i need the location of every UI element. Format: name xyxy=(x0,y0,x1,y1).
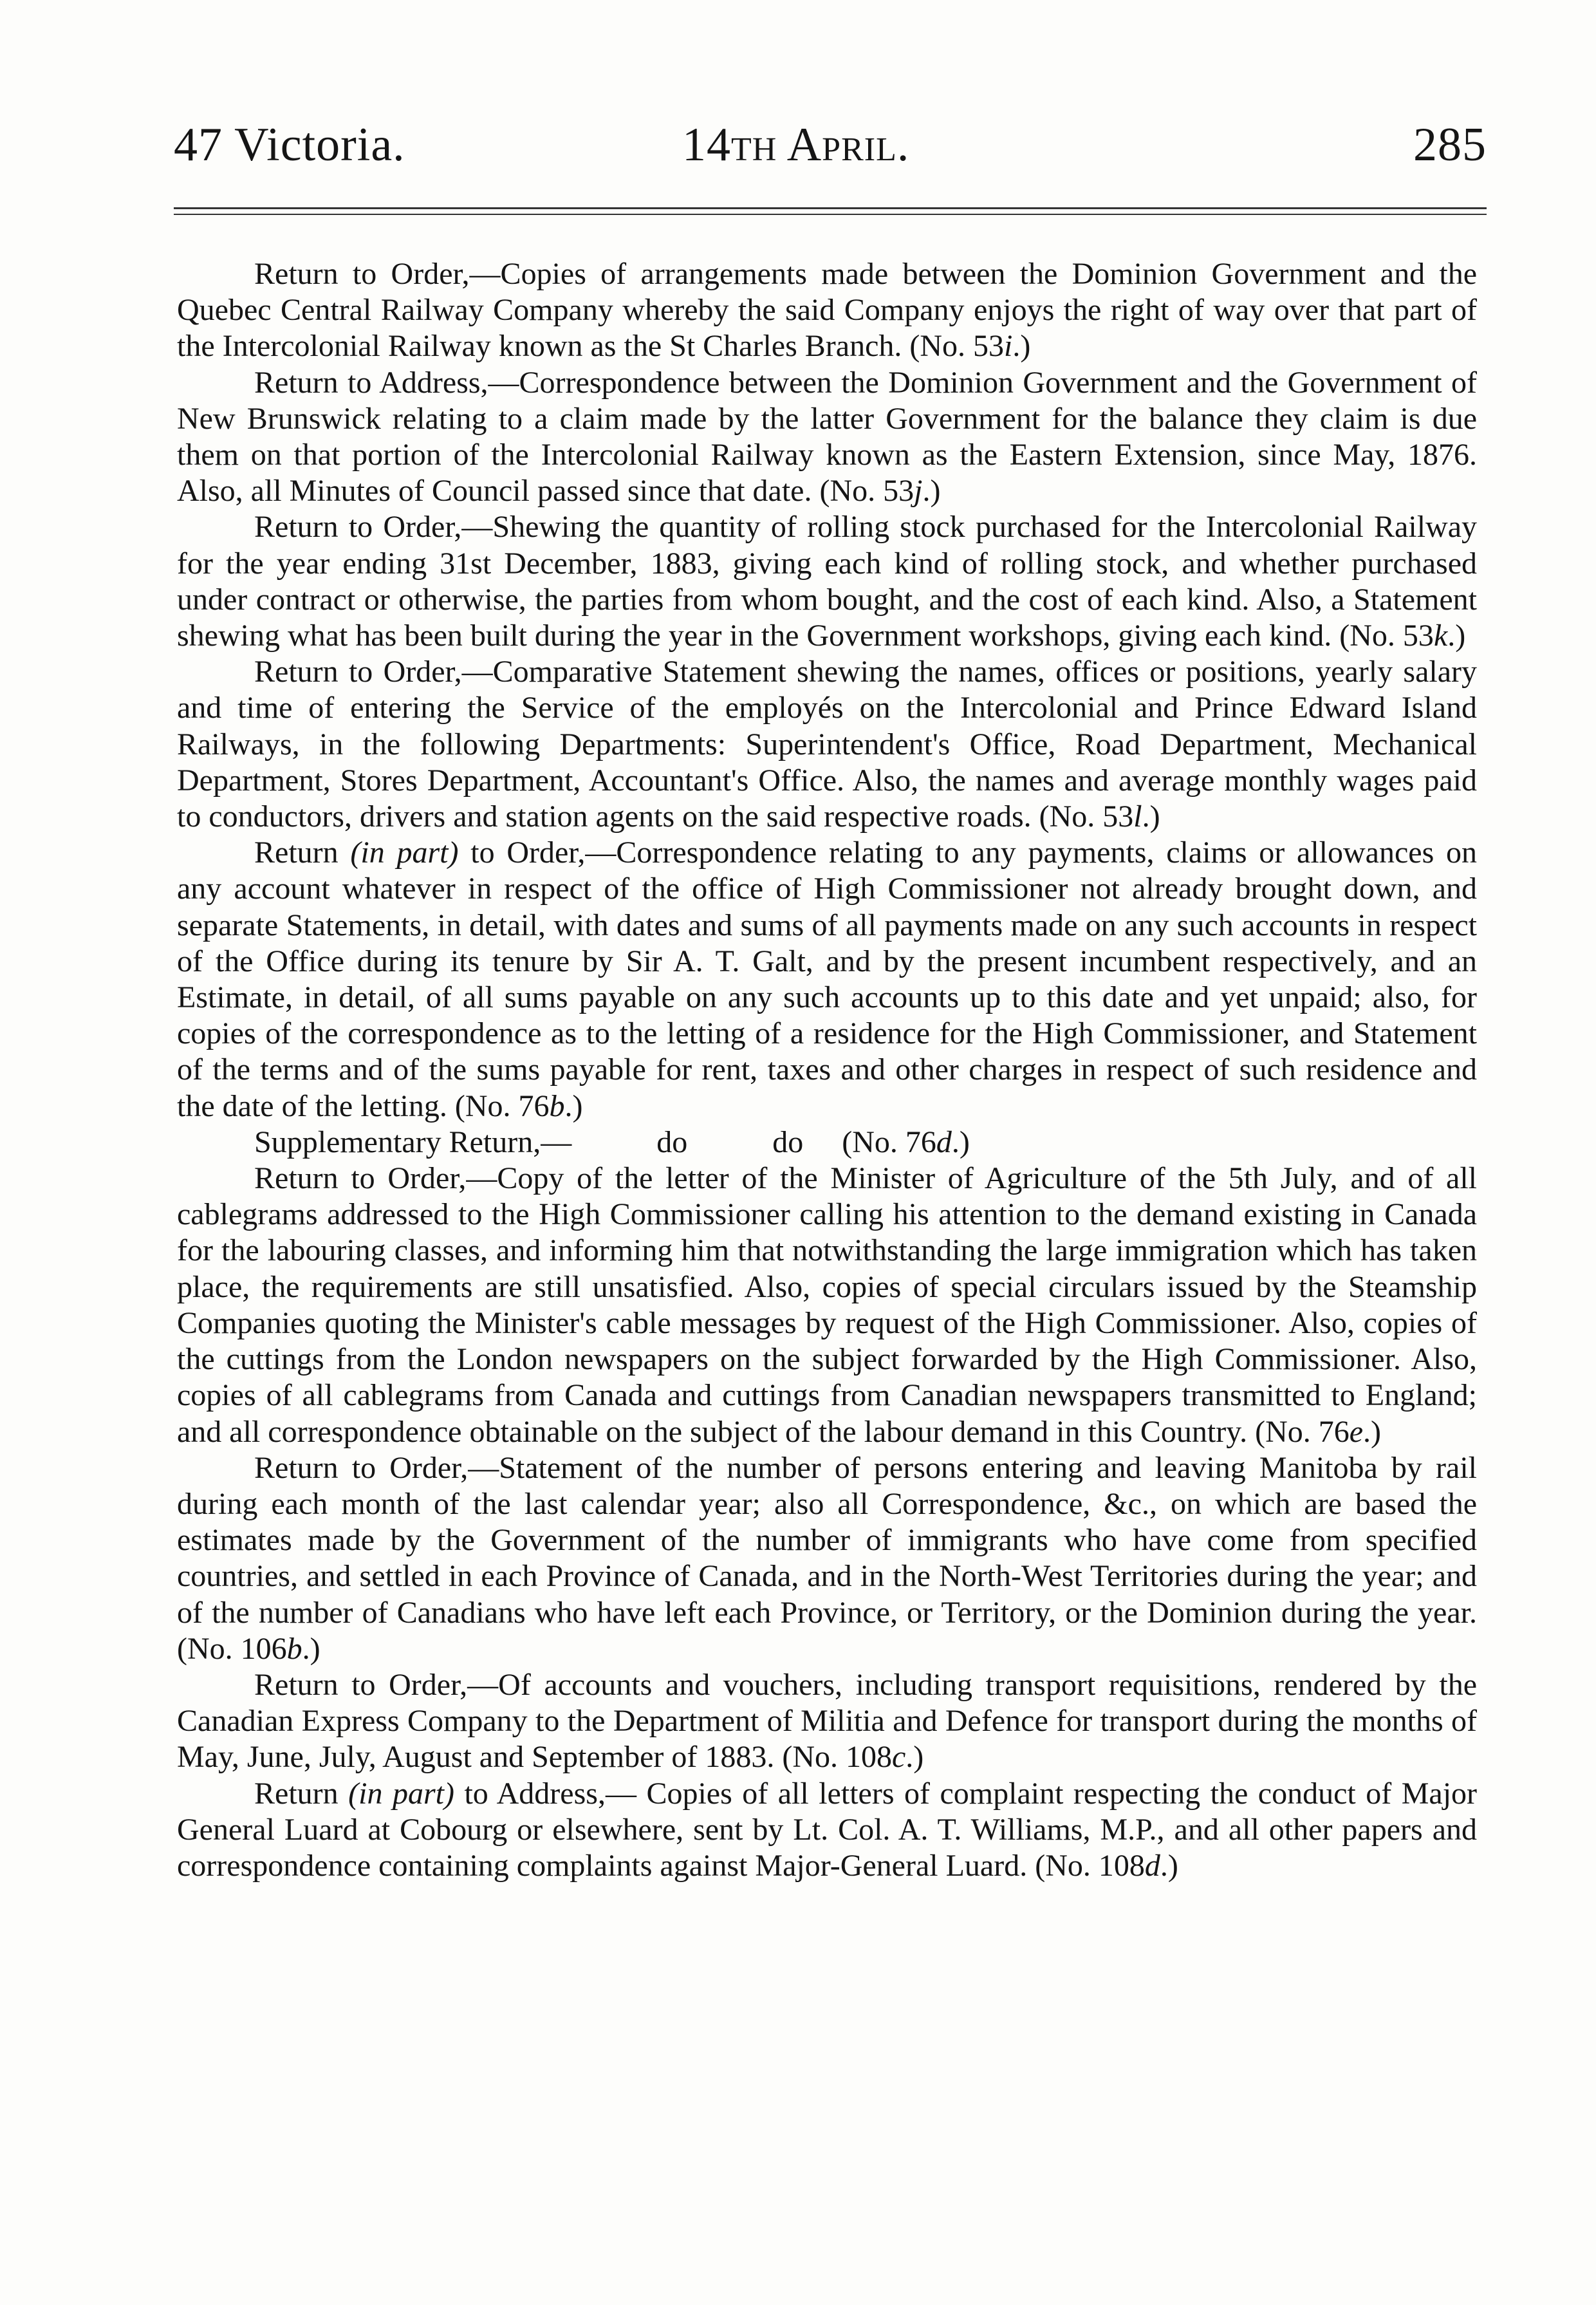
page-header xyxy=(174,113,1487,183)
date-heading: 14th April. xyxy=(682,118,910,171)
return-entry-53i: Return to Order,—Copies of arrangements made between the Dominion Government and the Quebec Central Railway Company whereby the said Company enjoys the right of way over that part of the Intercolonial Railway known as the St Charles Branch. (No. 53i.) xyxy=(177,257,1477,364)
return-entry-76e: Return to Order,—Copy of the letter of the Minister of Agriculture of the 5th July, and of all cablegrams addressed to the High Commissioner calling his attention to the demand existing in Canada for the labouring classes, and informing him that notwithstanding the large immigration which has taken place, the requirements are still unsatisfied. Also, copies of special circulars issued by the Steamship Companies quoting the Minister's cable messages by request of the High Commissioner. Also, copies of the cuttings from the London newspapers on the subject forwarded by the High Commissioner. Also, copies of all cablegrams from Canada and cuttings from Canadian newspapers transmitted to England; and all correspondence obtainable on the subject of the labour demand in this Country. (No. 76e.) xyxy=(177,1161,1477,1449)
return-entry-76b: Return (in part) to Order,—Correspondence relating to any payments, claims or allowances on any account whatever in respect of the office of High Commissioner not already brought down, and separate Statements, in detail, with dates and sums of all payments made on any such accounts in respect of the Office during its tenure by Sir A. T. Galt, and by the present incumbent respectively, and an Estimate, in detail, of all sums payable on any such accounts up to this date and yet unpaid; also, for copies of the correspondence as to the letting of a residence for the High Commissioner, and Statement of the terms and of the sums payable for rent, taxes and other charges in respect of such residence and the date of the letting. (No. 76b.) xyxy=(177,835,1478,1123)
return-entry-53k: Return to Order,—Shewing the quantity of rolling stock purchased for the Intercolonial Railway for the year ending 31st December, 1883, giving each kind of rolling stock, and whether purchased under contract or otherwise, the parties from whom bought, and the cost of each kind. Also, a Statement shewing what has been built during the year in the Government workshops, giving each kind. (No. 53k.) xyxy=(177,510,1477,653)
header-rule-top xyxy=(174,207,1487,209)
return-entry-53j: Return to Address,—Correspondence between the Dominion Government and the Government of New Brunswick relating to a claim made by the latter Government for the balance they claim is due them on that portion of the Intercolonial Railway known as the Eastern Extension, since May, 1876. Also, all Minutes of Council passed since that date. (No. 53j.) xyxy=(177,365,1477,509)
return-entry-53l: Return to Order,—Comparative Statement shewing the names, offices or positions, yearly salary and time of entering the Service of the employés on the Intercolonial and Prince Edward Island Railways, in the following Departments: Superintendent's Office, Road Department, Mechanical Department, Stores Department, Accountant's Office. Also, the names and average monthly wages paid to conductors, drivers and station agents on the said respective roads. (No. 53l.) xyxy=(177,655,1477,834)
page-number: 285 xyxy=(1413,118,1487,171)
return-entry-106b: Return to Order,—Statement of the number of persons entering and leaving Manitoba by rail during each month of the last calendar year; also all Correspondence, &c., on which are based the estimates made by the Government of the number of immigrants who have come from specified countries, and settled in each Province of Canada, and in the North-West Territories during the year; and of the number of Canadians who have left each Province, or Territory, or the Dominion during the year. (No. 106b.) xyxy=(177,1450,1477,1666)
return-entry-108d: Return (in part) to Address,— Copies of all letters of complaint respecting the conduct of Major General Luard at Cobourg or elsewhere, sent by Lt. Col. A. T. Williams, M.P., and all other papers and correspondence containing complaints against Major-General Luard. (No. 108d.) xyxy=(177,1776,1478,1883)
header-rule-bottom xyxy=(174,214,1487,215)
journal-body xyxy=(177,256,1477,1884)
session-label: 47 Victoria. xyxy=(174,118,405,171)
return-entry-76d: Supplementary Return,— do do (No. 76d.) xyxy=(254,1125,970,1159)
return-entry-108c: Return to Order,—Of accounts and vouchers, including transport requisitions, rendered by the Canadian Express Company to the Department of Militia and Defence for transport during the months of May, June, July, August and September of 1883. (No. 108c.) xyxy=(177,1667,1477,1775)
